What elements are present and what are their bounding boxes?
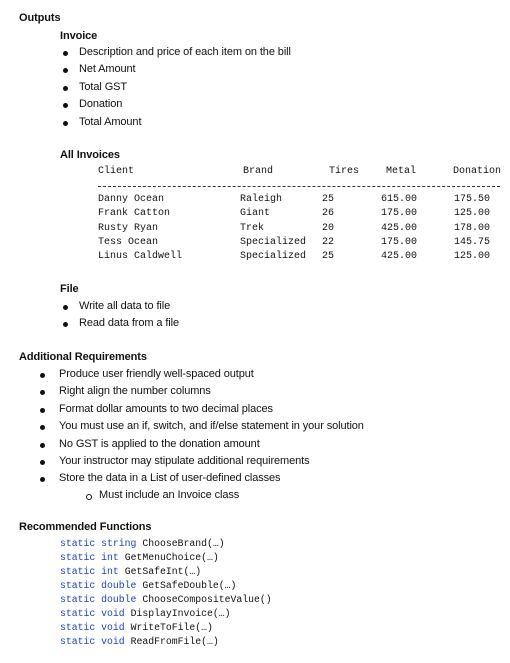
recommended-functions-heading: Recommended Functions xyxy=(19,521,152,533)
code-line xyxy=(60,552,219,563)
outputs-heading: Outputs xyxy=(19,12,61,24)
cell-client: Linus Caldwell xyxy=(98,251,183,262)
bullet-icon xyxy=(63,121,68,126)
cell-brand: Specialized xyxy=(240,251,307,262)
list-item: Right align the number columns xyxy=(59,385,211,397)
cell-donation: 145.75 xyxy=(454,237,491,248)
col-header-metal: Metal xyxy=(386,166,417,177)
code-line xyxy=(60,608,231,619)
cell-brand: Raleigh xyxy=(240,194,283,205)
code-line xyxy=(60,636,219,647)
cell-donation: 125.00 xyxy=(454,208,491,219)
sub-list-item: Must include an Invoice class xyxy=(99,489,240,501)
cell-brand: Giant xyxy=(240,208,271,219)
cell-brand: Specialized xyxy=(240,237,307,248)
bullet-icon xyxy=(63,322,68,327)
code-keyword: static void xyxy=(60,608,125,619)
col-header-brand: Brand xyxy=(243,166,274,177)
cell-donation: 175.50 xyxy=(454,194,491,205)
bullet-icon xyxy=(63,103,68,108)
code-function-name: GetSafeInt(…) xyxy=(124,566,202,577)
bullet-icon xyxy=(40,425,45,430)
bullet-icon xyxy=(63,51,68,56)
invoice-heading: Invoice xyxy=(60,30,98,42)
bullet-icon xyxy=(63,305,68,310)
file-heading: File xyxy=(60,283,79,295)
code-function-name: ChooseBrand(…) xyxy=(142,538,225,549)
cell-tires: 25 xyxy=(322,194,335,205)
col-header-tires: Tires xyxy=(329,166,360,177)
code-keyword: static string xyxy=(60,538,137,549)
bullet-icon xyxy=(63,86,68,91)
code-function-name: DisplayInvoice(…) xyxy=(130,608,231,619)
bullet-icon xyxy=(40,390,45,395)
cell-client: Rusty Ryan xyxy=(98,223,159,234)
cell-metal: 615.00 xyxy=(381,194,418,205)
cell-tires: 25 xyxy=(322,251,335,262)
list-item: Read data from a file xyxy=(79,317,180,329)
code-keyword: static int xyxy=(60,566,119,577)
bullet-icon xyxy=(40,460,45,465)
code-line xyxy=(60,594,272,605)
bullet-icon xyxy=(40,443,45,448)
list-item: Donation xyxy=(79,98,123,110)
code-keyword: static void xyxy=(60,622,125,633)
list-item: Total Amount xyxy=(79,116,142,128)
cell-donation: 178.00 xyxy=(454,223,491,234)
list-item: No GST is applied to the donation amount xyxy=(59,438,260,450)
col-header-donation: Donation xyxy=(453,166,502,177)
additional-requirements-heading: Additional Requirements xyxy=(19,351,147,363)
col-header-client: Client xyxy=(98,166,135,177)
all-invoices-heading: All Invoices xyxy=(60,149,120,161)
list-item: Produce user friendly well-spaced output xyxy=(59,368,254,380)
code-line xyxy=(60,580,236,591)
cell-metal: 425.00 xyxy=(381,223,418,234)
cell-client: Tess Ocean xyxy=(98,237,159,248)
cell-brand: Trek xyxy=(240,223,265,234)
code-line xyxy=(60,566,201,577)
list-item: Store the data in a List of user-defined classes xyxy=(59,472,281,484)
bullet-icon xyxy=(40,373,45,378)
list-item: Total GST xyxy=(79,81,128,93)
list-item: Your instructor may stipulate additional requirements xyxy=(59,455,310,467)
list-item: Write all data to file xyxy=(79,300,171,312)
cell-metal: 175.00 xyxy=(381,237,418,248)
cell-tires: 22 xyxy=(322,237,335,248)
code-function-name: ChooseCompositeValue() xyxy=(142,594,272,605)
cell-metal: 175.00 xyxy=(381,208,418,219)
code-keyword: static int xyxy=(60,552,119,563)
code-function-name: GetMenuChoice(…) xyxy=(124,552,219,563)
cell-tires: 26 xyxy=(322,208,335,219)
bullet-icon xyxy=(40,408,45,413)
table-divider xyxy=(98,186,500,187)
code-keyword: static double xyxy=(60,580,137,591)
cell-client: Danny Ocean xyxy=(98,194,165,205)
code-line xyxy=(60,622,213,633)
list-item: Net Amount xyxy=(79,63,136,75)
list-item: Description and price of each item on the bill xyxy=(79,46,291,58)
hollow-bullet-icon xyxy=(86,494,92,500)
list-item: Format dollar amounts to two decimal places xyxy=(59,403,273,415)
code-keyword: static double xyxy=(60,594,137,605)
cell-donation: 125.00 xyxy=(454,251,491,262)
cell-client: Frank Catton xyxy=(98,208,171,219)
list-item: You must use an if, switch, and if/else statement in your solution xyxy=(59,420,364,432)
code-function-name: WriteToFile(…) xyxy=(130,622,213,633)
code-function-name: GetSafeDouble(…) xyxy=(142,580,237,591)
code-function-name: ReadFromFile(…) xyxy=(130,636,219,647)
cell-metal: 425.00 xyxy=(381,251,418,262)
bullet-icon xyxy=(63,68,68,73)
cell-tires: 20 xyxy=(322,223,335,234)
code-keyword: static void xyxy=(60,636,125,647)
bullet-icon xyxy=(40,477,45,482)
code-line xyxy=(60,538,225,549)
